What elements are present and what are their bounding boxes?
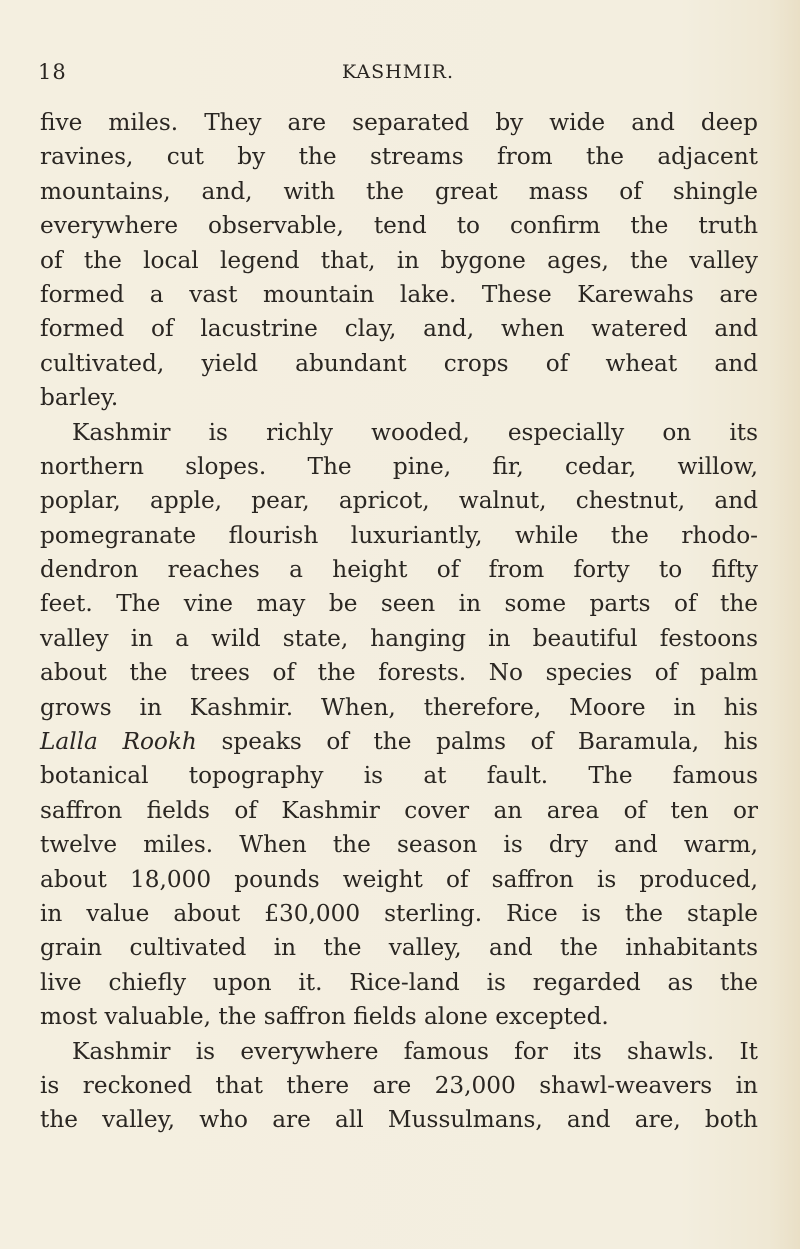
text-line-rest: speaks of the palms of Baramula, his [196, 728, 758, 756]
text-line: grows in Kashmir. When, therefore, Moore in his [40, 693, 758, 721]
text-line: poplar, apple, pear, apricot, walnut, chestnut, and [40, 487, 758, 515]
book-title-italic: Lalla Rookh [40, 728, 197, 756]
text-line: live chiefly upon it. Rice-land is regarded as the [40, 968, 758, 996]
text-line: everywhere observable, tend to confirm the truth [40, 212, 758, 240]
text-line: about 18,000 pounds weight of saffron is produced, [40, 865, 758, 893]
text-line: formed a vast mountain lake. These Karewahs are [40, 280, 758, 308]
text-line: mountains, and, with the great mass of shingle [40, 177, 758, 205]
text-line: valley in a wild state, hanging in beautiful festoons [40, 624, 758, 652]
text-line: pomegranate flourish luxuriantly, while the rhodo- [40, 521, 758, 549]
text-line: of the local legend that, in bygone ages, the valley [40, 246, 758, 274]
text-line: is reckoned that there are 23,000 shawl-weavers in [40, 1071, 758, 1099]
text-line: Kashmir is richly wooded, especially on its [72, 418, 758, 446]
page-number: 18 [38, 60, 67, 84]
text-line: saffron fields of Kashmir cover an area of ten or [40, 796, 758, 824]
body-text [40, 106, 758, 1138]
text-line: ravines, cut by the streams from the adjacent [40, 143, 758, 171]
text-line: the valley, who are all Mussulmans, and are, both [40, 1106, 758, 1134]
text-line: most valuable, the saffron fields alone excepted. [40, 1003, 609, 1031]
text-line: dendron reaches a height of from forty to fifty [40, 556, 758, 584]
text-line: twelve miles. When the season is dry and warm, [40, 831, 758, 859]
text-line: barley. [40, 384, 119, 412]
text-line: grain cultivated in the valley, and the inhabitants [40, 934, 758, 962]
page-header [38, 60, 758, 90]
text-line: northern slopes. The pine, fir, cedar, willow, [40, 452, 758, 480]
text-line: botanical topography is at fault. The famous [40, 762, 758, 790]
text-line-with-title [40, 725, 758, 759]
text-line: five miles. They are separated by wide and deep [40, 109, 758, 136]
text-line: about the trees of the forests. No species of palm [40, 659, 758, 687]
running-title: KASHMIR. [341, 61, 455, 83]
text-line: feet. The vine may be seen in some parts of the [40, 590, 758, 618]
text-line: Kashmir is everywhere famous for its shawls. It [72, 1037, 758, 1065]
text-line: formed of lacustrine clay, and, when watered and [40, 315, 758, 343]
text-line: in value about £30,000 sterling. Rice is the staple [40, 899, 758, 927]
text-line: cultivated, yield abundant crops of wheat and [40, 349, 758, 377]
